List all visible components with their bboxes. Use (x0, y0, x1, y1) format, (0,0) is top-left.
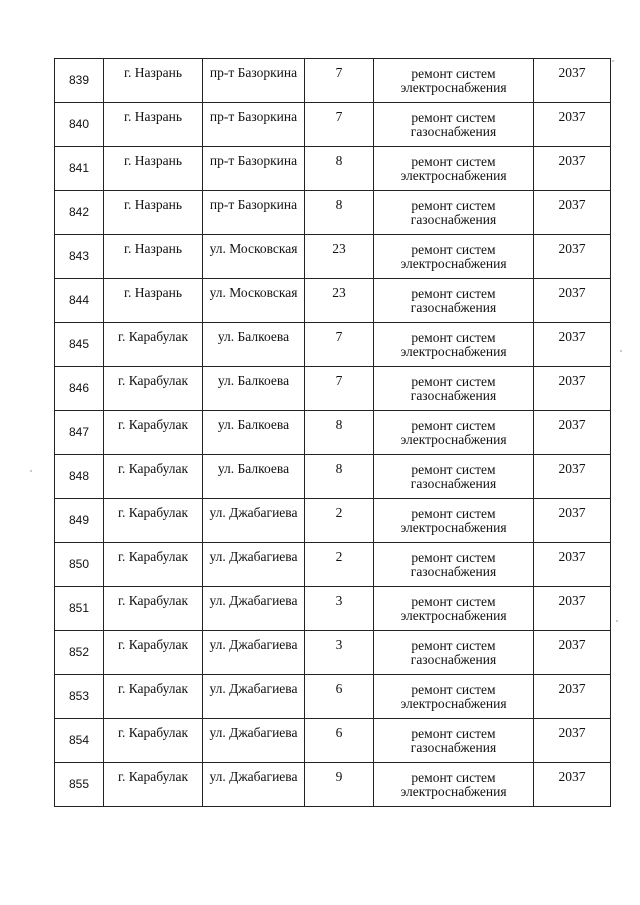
house-number-cell-text: 6 (335, 681, 343, 696)
year-cell (534, 323, 611, 367)
street-cell-text: ул. Джабагиева (209, 549, 298, 564)
table-row (55, 499, 611, 543)
year-cell-text: 2037 (558, 285, 586, 300)
row-number (55, 147, 104, 191)
work-type-cell-text: ремонт систем электроснабжения (400, 66, 507, 95)
house-number-cell (305, 323, 374, 367)
row-number (55, 675, 104, 719)
house-number-cell-text: 8 (335, 417, 343, 432)
city-cell-text: г. Назрань (124, 241, 182, 256)
year-cell-text: 2037 (558, 65, 586, 80)
city-cell (104, 675, 203, 719)
table-row (55, 719, 611, 763)
city-cell-text: г. Карабулак (117, 461, 189, 476)
year-cell-text: 2037 (558, 461, 586, 476)
house-number-cell (305, 103, 374, 147)
house-number-cell-text: 23 (332, 285, 346, 300)
year-cell (534, 587, 611, 631)
year-cell-text: 2037 (558, 153, 586, 168)
work-type-cell (374, 235, 534, 279)
row-number-text: 846 (68, 381, 90, 395)
year-cell-text: 2037 (558, 329, 586, 344)
row-number (55, 763, 104, 807)
house-number-cell-text: 2 (335, 505, 343, 520)
year-cell-text: 2037 (558, 417, 586, 432)
work-type-cell (374, 279, 534, 323)
work-type-cell-text: ремонт систем газоснабжения (410, 638, 497, 667)
city-cell-text: г. Назрань (124, 285, 182, 300)
street-cell (203, 543, 305, 587)
table-body (55, 59, 611, 807)
year-cell (534, 543, 611, 587)
street-cell-text: пр-т Базоркина (209, 109, 298, 124)
street-cell-text: ул. Балкоева (217, 461, 290, 476)
street-cell-text: ул. Джабагиева (209, 505, 298, 520)
row-number (55, 59, 104, 103)
scan-speck (612, 60, 614, 62)
house-number-cell (305, 675, 374, 719)
row-number-text: 839 (68, 73, 90, 87)
work-type-cell-text: ремонт систем газоснабжения (410, 462, 497, 491)
work-type-cell-text: ремонт систем газоснабжения (410, 286, 497, 315)
year-cell (534, 631, 611, 675)
city-cell-text: г. Карабулак (117, 637, 189, 652)
work-type-cell-text: ремонт систем газоснабжения (410, 374, 497, 403)
street-cell (203, 587, 305, 631)
street-cell-text: ул. Джабагиева (209, 769, 298, 784)
city-cell (104, 587, 203, 631)
street-cell (203, 59, 305, 103)
city-cell-text: г. Назрань (124, 65, 182, 80)
street-cell-text: пр-т Базоркина (209, 153, 298, 168)
work-type-cell (374, 675, 534, 719)
work-type-cell (374, 367, 534, 411)
year-cell (534, 191, 611, 235)
house-number-cell-text: 9 (335, 769, 343, 784)
table-row (55, 675, 611, 719)
city-cell-text: г. Карабулак (117, 769, 189, 784)
year-cell (534, 59, 611, 103)
city-cell (104, 499, 203, 543)
table-row (55, 191, 611, 235)
row-number-text: 852 (68, 645, 90, 659)
house-number-cell-text: 2 (335, 549, 343, 564)
table-row (55, 587, 611, 631)
work-type-cell (374, 455, 534, 499)
row-number (55, 279, 104, 323)
year-cell-text: 2037 (558, 593, 586, 608)
city-cell (104, 59, 203, 103)
house-number-cell (305, 279, 374, 323)
city-cell (104, 763, 203, 807)
year-cell-text: 2037 (558, 725, 586, 740)
city-cell-text: г. Карабулак (117, 681, 189, 696)
work-type-cell-text: ремонт систем электроснабжения (400, 506, 507, 535)
work-type-cell (374, 499, 534, 543)
row-number (55, 191, 104, 235)
city-cell (104, 455, 203, 499)
house-number-cell (305, 411, 374, 455)
row-number-text: 843 (68, 249, 90, 263)
work-type-cell (374, 631, 534, 675)
row-number-text: 845 (68, 337, 90, 351)
year-cell (534, 719, 611, 763)
street-cell-text: пр-т Базоркина (209, 65, 298, 80)
street-cell (203, 455, 305, 499)
year-cell (534, 499, 611, 543)
city-cell (104, 367, 203, 411)
work-type-cell (374, 59, 534, 103)
table-row (55, 631, 611, 675)
house-number-cell (305, 719, 374, 763)
city-cell-text: г. Карабулак (117, 329, 189, 344)
table-row (55, 455, 611, 499)
street-cell-text: ул. Московская (209, 285, 298, 300)
work-type-cell (374, 411, 534, 455)
house-number-cell-text: 7 (335, 329, 343, 344)
street-cell (203, 719, 305, 763)
row-number-text: 844 (68, 293, 90, 307)
street-cell-text: ул. Джабагиева (209, 637, 298, 652)
city-cell-text: г. Назрань (124, 109, 182, 124)
city-cell (104, 103, 203, 147)
street-cell (203, 763, 305, 807)
table-row (55, 411, 611, 455)
year-cell (534, 455, 611, 499)
year-cell (534, 235, 611, 279)
work-type-cell (374, 191, 534, 235)
row-number-text: 854 (68, 733, 90, 747)
work-type-cell (374, 147, 534, 191)
year-cell-text: 2037 (558, 197, 586, 212)
row-number (55, 631, 104, 675)
house-number-cell (305, 543, 374, 587)
year-cell (534, 411, 611, 455)
street-cell-text: ул. Джабагиева (209, 725, 298, 740)
house-number-cell (305, 235, 374, 279)
house-number-cell (305, 59, 374, 103)
row-number (55, 367, 104, 411)
city-cell (104, 279, 203, 323)
year-cell (534, 763, 611, 807)
house-number-cell-text: 8 (335, 153, 343, 168)
work-type-cell-text: ремонт систем электроснабжения (400, 154, 507, 183)
table-row (55, 323, 611, 367)
house-number-cell-text: 6 (335, 725, 343, 740)
row-number-text: 848 (68, 469, 90, 483)
scan-speck (616, 620, 618, 622)
street-cell (203, 191, 305, 235)
year-cell-text: 2037 (558, 241, 586, 256)
row-number-text: 841 (68, 161, 90, 175)
street-cell-text: ул. Джабагиева (209, 593, 298, 608)
row-number-text: 847 (68, 425, 90, 439)
row-number (55, 719, 104, 763)
house-number-cell (305, 499, 374, 543)
work-type-cell-text: ремонт систем электроснабжения (400, 594, 507, 623)
work-type-cell (374, 543, 534, 587)
work-type-cell (374, 719, 534, 763)
table-row (55, 103, 611, 147)
city-cell (104, 235, 203, 279)
city-cell (104, 411, 203, 455)
city-cell-text: г. Карабулак (117, 505, 189, 520)
year-cell (534, 103, 611, 147)
row-number-text: 842 (68, 205, 90, 219)
work-type-cell-text: ремонт систем газоснабжения (410, 726, 497, 755)
street-cell-text: ул. Балкоева (217, 417, 290, 432)
street-cell-text: ул. Балкоева (217, 329, 290, 344)
work-type-cell-text: ремонт систем газоснабжения (410, 198, 497, 227)
scan-speck (30, 470, 32, 472)
house-number-cell-text: 7 (335, 373, 343, 388)
year-cell-text: 2037 (558, 549, 586, 564)
row-number-text: 855 (68, 777, 90, 791)
table-row (55, 59, 611, 103)
work-type-cell-text: ремонт систем электроснабжения (400, 682, 507, 711)
work-type-cell (374, 103, 534, 147)
street-cell (203, 235, 305, 279)
street-cell (203, 411, 305, 455)
city-cell (104, 631, 203, 675)
row-number (55, 235, 104, 279)
house-number-cell (305, 367, 374, 411)
house-number-cell-text: 8 (335, 197, 343, 212)
year-cell (534, 147, 611, 191)
work-type-cell-text: ремонт систем газоснабжения (410, 550, 497, 579)
street-cell (203, 147, 305, 191)
table-row (55, 543, 611, 587)
scan-speck (620, 350, 622, 352)
city-cell-text: г. Карабулак (117, 549, 189, 564)
year-cell-text: 2037 (558, 373, 586, 388)
row-number (55, 455, 104, 499)
house-number-cell (305, 455, 374, 499)
street-cell (203, 279, 305, 323)
house-number-cell-text: 23 (332, 241, 346, 256)
house-number-cell-text: 7 (335, 109, 343, 124)
work-type-cell (374, 587, 534, 631)
row-number (55, 103, 104, 147)
house-number-cell (305, 587, 374, 631)
year-cell-text: 2037 (558, 681, 586, 696)
row-number-text: 849 (68, 513, 90, 527)
year-cell-text: 2037 (558, 637, 586, 652)
city-cell (104, 323, 203, 367)
street-cell-text: ул. Джабагиева (209, 681, 298, 696)
row-number-text: 851 (68, 601, 90, 615)
work-type-cell-text: ремонт систем электроснабжения (400, 242, 507, 271)
city-cell-text: г. Назрань (124, 197, 182, 212)
row-number-text: 850 (68, 557, 90, 571)
street-cell (203, 103, 305, 147)
table-row (55, 279, 611, 323)
work-type-cell-text: ремонт систем электроснабжения (400, 330, 507, 359)
street-cell-text: ул. Балкоева (217, 373, 290, 388)
city-cell-text: г. Карабулак (117, 593, 189, 608)
row-number (55, 587, 104, 631)
city-cell (104, 147, 203, 191)
city-cell (104, 191, 203, 235)
year-cell-text: 2037 (558, 109, 586, 124)
table-row (55, 367, 611, 411)
city-cell (104, 719, 203, 763)
house-number-cell (305, 191, 374, 235)
street-cell (203, 631, 305, 675)
street-cell-text: пр-т Базоркина (209, 197, 298, 212)
street-cell (203, 499, 305, 543)
street-cell-text: ул. Московская (209, 241, 298, 256)
work-type-cell (374, 763, 534, 807)
table-row (55, 147, 611, 191)
repair-schedule-table (54, 58, 611, 807)
year-cell (534, 675, 611, 719)
row-number (55, 411, 104, 455)
street-cell (203, 367, 305, 411)
year-cell (534, 367, 611, 411)
row-number (55, 543, 104, 587)
year-cell-text: 2037 (558, 505, 586, 520)
house-number-cell-text: 3 (335, 593, 343, 608)
row-number-text: 840 (68, 117, 90, 131)
city-cell-text: г. Карабулак (117, 417, 189, 432)
street-cell (203, 675, 305, 719)
work-type-cell-text: ремонт систем электроснабжения (400, 770, 507, 799)
row-number-text: 853 (68, 689, 90, 703)
house-number-cell-text: 3 (335, 637, 343, 652)
year-cell-text: 2037 (558, 769, 586, 784)
city-cell-text: г. Карабулак (117, 725, 189, 740)
table-row (55, 763, 611, 807)
street-cell (203, 323, 305, 367)
year-cell (534, 279, 611, 323)
house-number-cell-text: 8 (335, 461, 343, 476)
work-type-cell (374, 323, 534, 367)
work-type-cell-text: ремонт систем электроснабжения (400, 418, 507, 447)
work-type-cell-text: ремонт систем газоснабжения (410, 110, 497, 139)
city-cell (104, 543, 203, 587)
city-cell-text: г. Карабулак (117, 373, 189, 388)
house-number-cell (305, 763, 374, 807)
house-number-cell-text: 7 (335, 65, 343, 80)
row-number (55, 499, 104, 543)
city-cell-text: г. Назрань (124, 153, 182, 168)
house-number-cell (305, 147, 374, 191)
row-number (55, 323, 104, 367)
table-row (55, 235, 611, 279)
house-number-cell (305, 631, 374, 675)
